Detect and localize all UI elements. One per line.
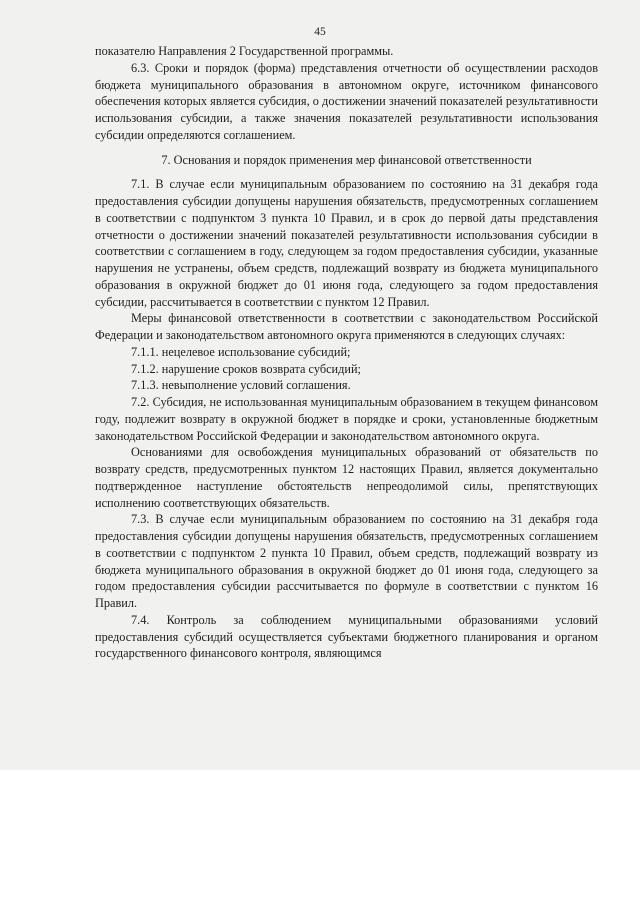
paragraph-7-2: 7.2. Субсидия, не использованная муниципальным образованием в текущем финансовом году, подлежит возврату в окружной бюджет в порядке и сроки, установленные бюджетным законодательством Российской Федерации и законодательством автономного округа. xyxy=(95,395,598,443)
paragraph-7-3: 7.3. В случае если муниципальным образованием по состоянию на 31 декабря года предоставления субсидии допущены нарушения обязательств, предусмотренных соглашением в соответствии с подпунктом 2 пункта 10 Правил, объем средств, подлежащий возврату из бюджета муниципального образования в окружной бюджет до 01 июня года, следующего за годом предоставления субсидии рассчитывается по формуле в соответствии с пунктом 16 Правил. xyxy=(95,512,598,610)
paragraph-6-3: 6.3. Сроки и порядок (форма) представления отчетности об осуществлении расходов бюджета муниципального образования в автономном округе, источником финансового обеспечения которых является субсидия, о достижении значений показателей результативности использования субсидии, а также значения показателей результативности использования субсидии определяются соглашением. xyxy=(95,60,598,142)
page-number: 45 xyxy=(314,26,326,38)
document-body xyxy=(95,43,598,662)
list-item-7-1-1: 7.1.1. нецелевое использование субсидий; xyxy=(131,344,351,359)
paragraph-continuation: показателю Направления 2 Государственной программы. xyxy=(95,44,394,58)
list-item-7-1-3: 7.1.3. невыполнение условий соглашения. xyxy=(131,378,351,393)
section-heading-7: 7. Основания и порядок применения мер финансовой ответственности xyxy=(161,152,532,167)
paragraph-exemption: Основаниями для освобождения муниципальных образований от обязательств по возврату средств, предусмотренных пунктом 12 настоящих Правил, является документально подтвержденное наступление обстоятельств непреодолимой силы, препятствующих исполнению соответствующих обязательств. xyxy=(95,445,598,510)
list-item-7-1-2: 7.1.2. нарушение сроков возврата субсидий; xyxy=(131,361,361,376)
paragraph-7-4: 7.4. Контроль за соблюдением муниципальными образованиями условий предоставления субсидий осуществляется субъектами бюджетного планирования и органом государственного финансового контроля, являющимся xyxy=(95,612,598,661)
paragraph-measures: Меры финансовой ответственности в соответствии с законодательством Российской Федерации и законодательством автономного округа применяются в следующих случаях: xyxy=(95,311,598,342)
paragraph-7-1: 7.1. В случае если муниципальным образованием по состоянию на 31 декабря года предоставления субсидии допущены нарушения обязательств, предусмотренных соглашением в соответствии с подпунктом 3 пункта 10 Правил, и в срок до первой даты представления отчетности о достижении значений показателей результативности использования субсидии в соответствии с соглашением в году, следующем за годом предоставления субсидии, указанные нарушения не устранены, объем средств, подлежащий возврату из бюджета муниципального образования в окружной бюджет до 01 июня года, следующего за годом предоставления субсидии, рассчитывается в соответствии с пунктом 12 Правил. xyxy=(95,177,598,309)
